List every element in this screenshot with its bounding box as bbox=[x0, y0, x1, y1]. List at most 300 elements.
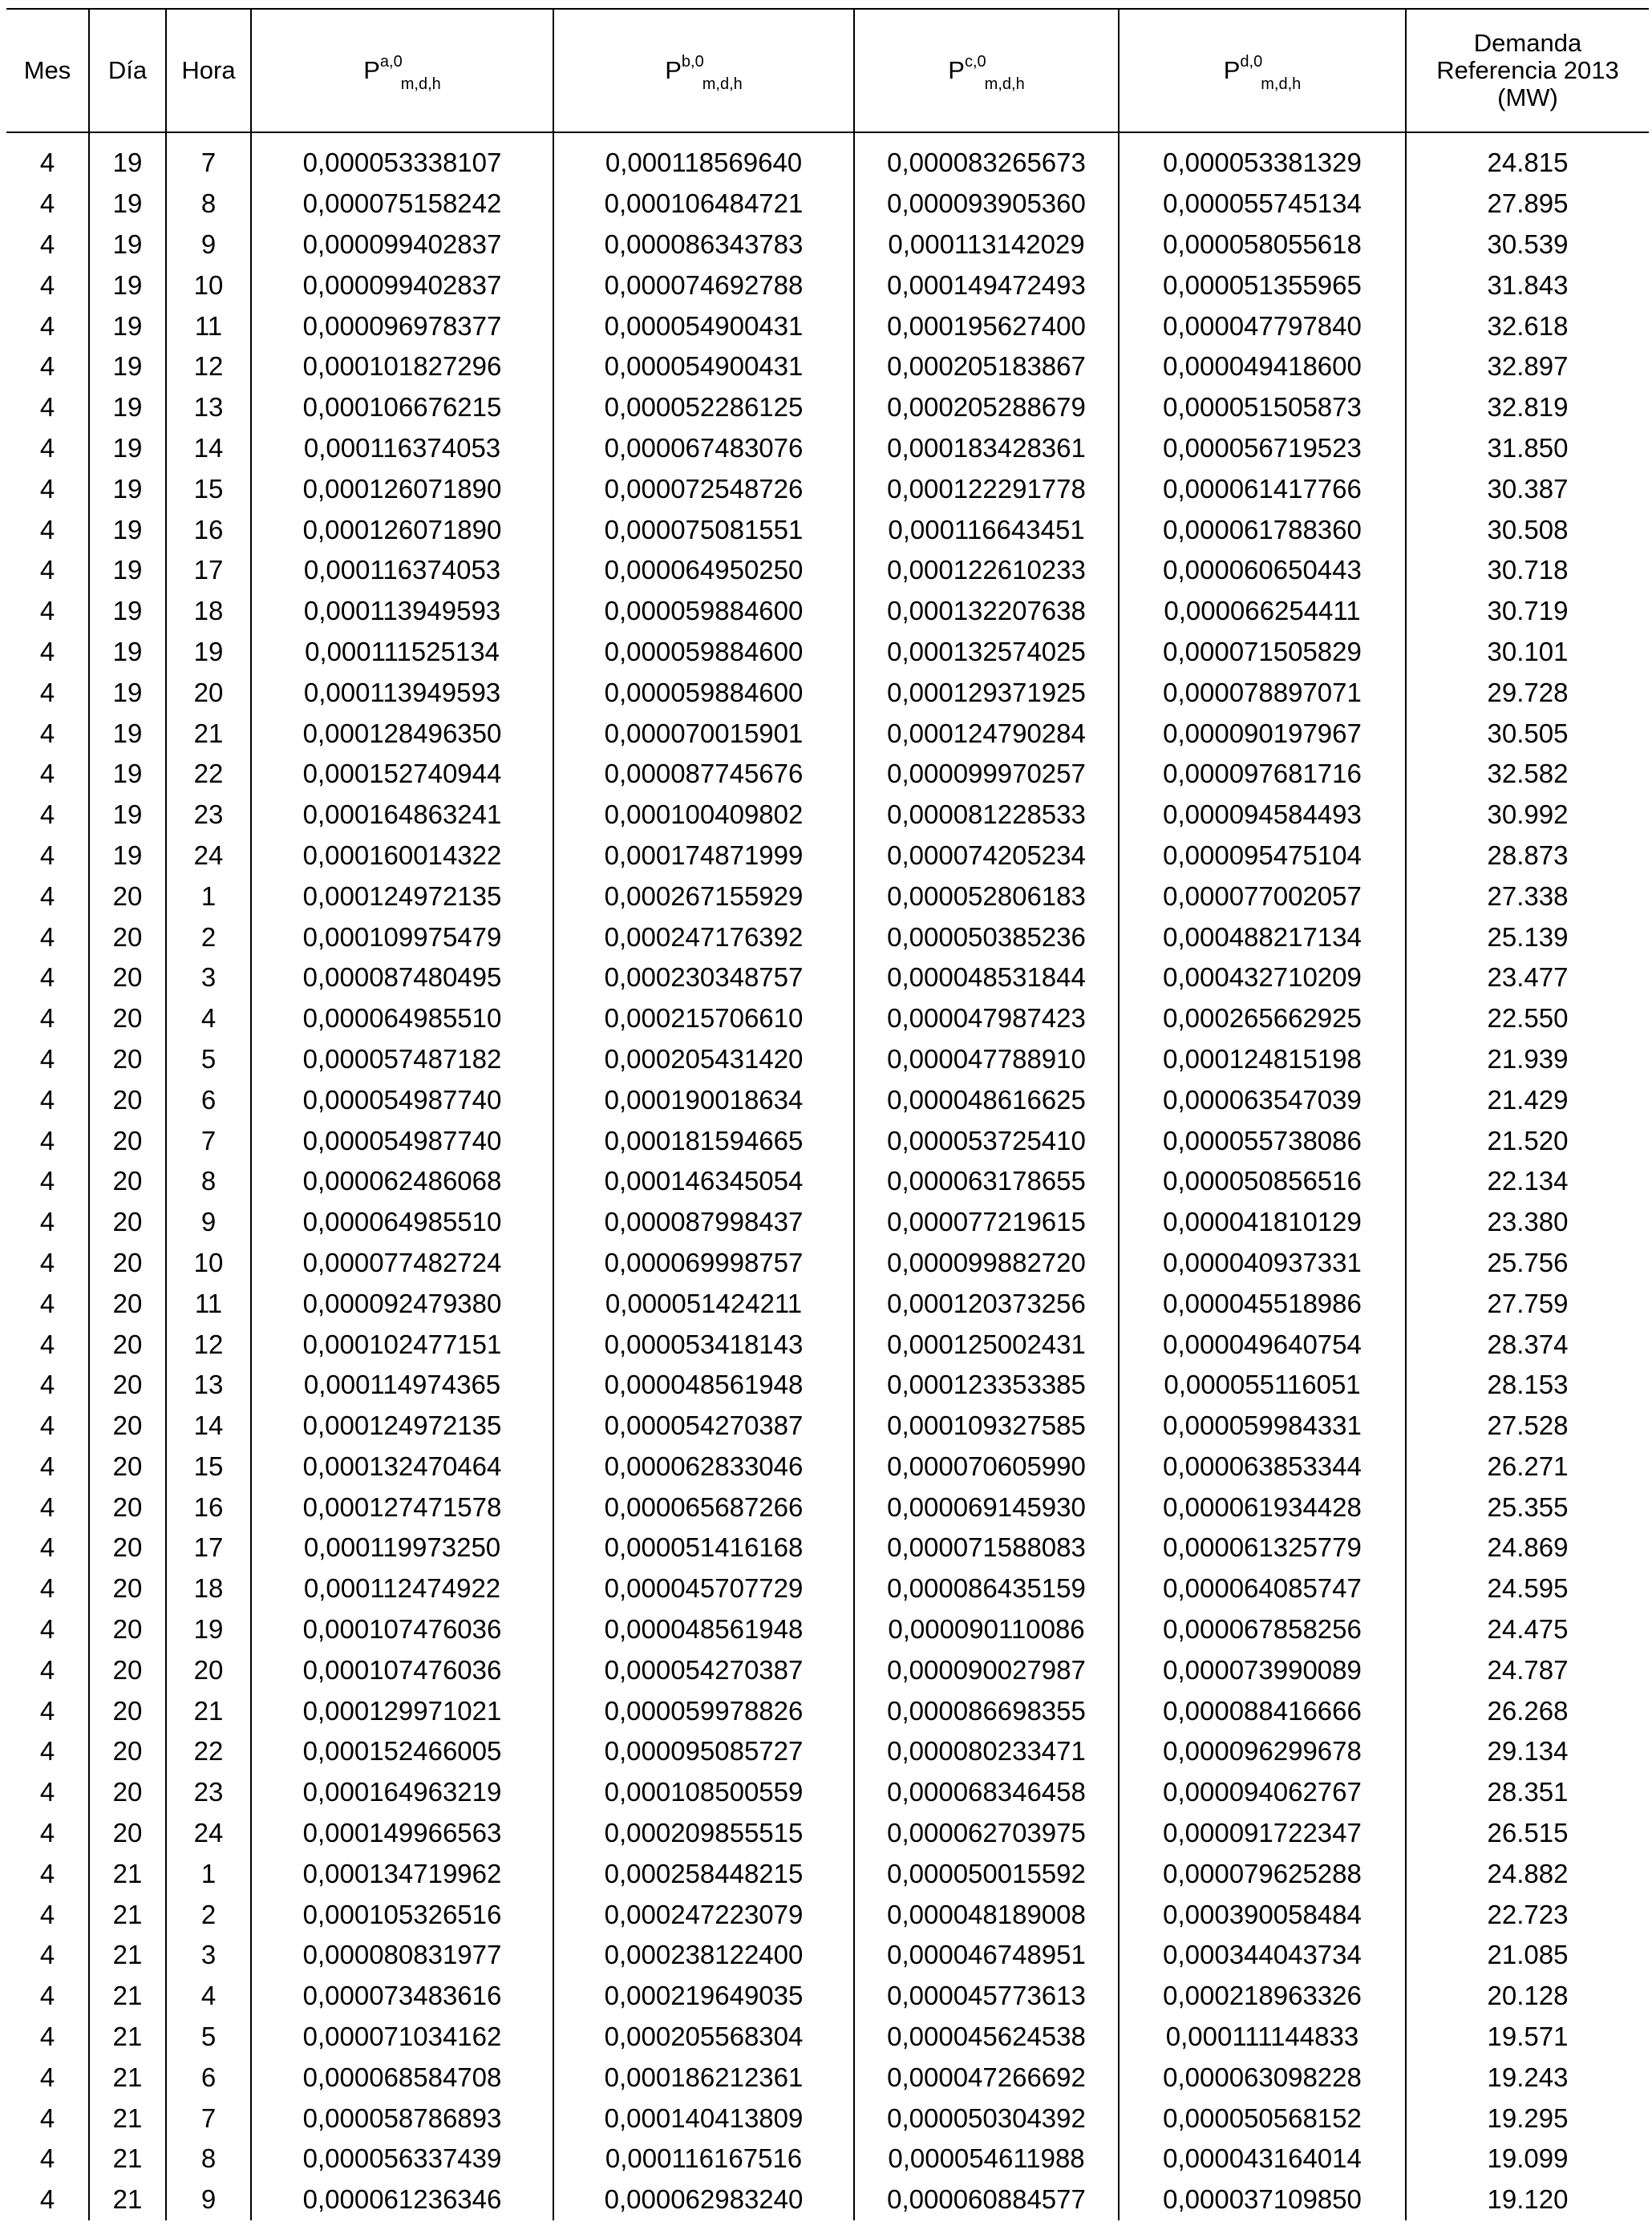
cell-mes: 4 bbox=[6, 1120, 89, 1161]
cell-hora: 2 bbox=[166, 917, 251, 957]
table-row bbox=[6, 2017, 1649, 2058]
cell-pa: 0,000064985510 bbox=[251, 1202, 553, 1243]
table-row bbox=[6, 957, 1649, 998]
cell-pb: 0,000086343783 bbox=[553, 225, 854, 265]
cell-demanda: 32.897 bbox=[1406, 346, 1649, 387]
table-row bbox=[6, 754, 1649, 795]
cell-demanda: 19.295 bbox=[1406, 2098, 1649, 2139]
cell-hora: 8 bbox=[166, 2139, 251, 2179]
cell-pa: 0,000111525134 bbox=[251, 632, 553, 673]
cell-pb: 0,000059884600 bbox=[553, 672, 854, 713]
cell-pa: 0,000109975479 bbox=[251, 917, 553, 957]
cell-pc: 0,000068346458 bbox=[854, 1772, 1119, 1813]
cell-dia: 20 bbox=[89, 1079, 166, 1120]
cell-dia: 19 bbox=[89, 509, 166, 550]
cell-pc: 0,000062703975 bbox=[854, 1813, 1119, 1854]
cell-pc: 0,000086435159 bbox=[854, 1568, 1119, 1609]
cell-pd: 0,000067858256 bbox=[1119, 1609, 1406, 1650]
cell-mes: 4 bbox=[6, 1976, 89, 2017]
cell-pd: 0,000061325779 bbox=[1119, 1528, 1406, 1568]
cell-mes: 4 bbox=[6, 1731, 89, 1772]
cell-pd: 0,000050568152 bbox=[1119, 2098, 1406, 2139]
cell-pd: 0,000090197967 bbox=[1119, 713, 1406, 754]
cell-demanda: 24.815 bbox=[1406, 132, 1649, 184]
cell-pd: 0,000078897071 bbox=[1119, 672, 1406, 713]
cell-demanda: 22.134 bbox=[1406, 1161, 1649, 1202]
cell-pb: 0,000118569640 bbox=[553, 132, 854, 184]
table-row bbox=[6, 917, 1649, 957]
table-row bbox=[6, 836, 1649, 876]
cell-hora: 7 bbox=[166, 132, 251, 184]
table-row bbox=[6, 306, 1649, 346]
cell-dia: 19 bbox=[89, 754, 166, 795]
cell-mes: 4 bbox=[6, 1690, 89, 1731]
cell-hora: 6 bbox=[166, 2057, 251, 2098]
cell-hora: 21 bbox=[166, 1690, 251, 1731]
table-row bbox=[6, 1079, 1649, 1120]
cell-pc: 0,000113142029 bbox=[854, 225, 1119, 265]
table-header-row bbox=[6, 9, 1649, 132]
cell-pd: 0,000094062767 bbox=[1119, 1772, 1406, 1813]
cell-pb: 0,000059978826 bbox=[553, 1690, 854, 1731]
cell-dia: 21 bbox=[89, 1976, 166, 2017]
cell-demanda: 24.595 bbox=[1406, 1568, 1649, 1609]
table-row bbox=[6, 632, 1649, 673]
cell-demanda: 24.869 bbox=[1406, 1528, 1649, 1568]
cell-pb: 0,000087998437 bbox=[553, 1202, 854, 1243]
cell-demanda: 19.099 bbox=[1406, 2139, 1649, 2179]
cell-mes: 4 bbox=[6, 1283, 89, 1324]
cell-pa: 0,000077482724 bbox=[251, 1243, 553, 1284]
cell-pd: 0,000063098228 bbox=[1119, 2057, 1406, 2098]
cell-pa: 0,000164863241 bbox=[251, 795, 553, 836]
cell-pc: 0,000050304392 bbox=[854, 2098, 1119, 2139]
cell-pc: 0,000122610233 bbox=[854, 550, 1119, 591]
cell-mes: 4 bbox=[6, 225, 89, 265]
cell-pa: 0,000061236346 bbox=[251, 2179, 553, 2220]
cell-dia: 21 bbox=[89, 2098, 166, 2139]
cell-dia: 21 bbox=[89, 2017, 166, 2058]
cell-dia: 20 bbox=[89, 1243, 166, 1284]
cell-pd: 0,000045518986 bbox=[1119, 1283, 1406, 1324]
cell-mes: 4 bbox=[6, 1161, 89, 1202]
table-row bbox=[6, 132, 1649, 184]
cell-pb: 0,000230348757 bbox=[553, 957, 854, 998]
cell-pa: 0,000113949593 bbox=[251, 591, 553, 632]
table-row bbox=[6, 591, 1649, 632]
col-header-pa: P$^{a,0}_{m,d,h}$ bbox=[251, 9, 553, 132]
cell-pa: 0,000092479380 bbox=[251, 1283, 553, 1324]
cell-dia: 19 bbox=[89, 468, 166, 509]
cell-pa: 0,000160014322 bbox=[251, 836, 553, 876]
cell-demanda: 21.085 bbox=[1406, 1935, 1649, 1976]
cell-hora: 6 bbox=[166, 1079, 251, 1120]
table-row bbox=[6, 1649, 1649, 1690]
table-row bbox=[6, 2139, 1649, 2179]
cell-hora: 21 bbox=[166, 713, 251, 754]
cell-pb: 0,000186212361 bbox=[553, 2057, 854, 2098]
cell-dia: 20 bbox=[89, 1813, 166, 1854]
cell-pa: 0,000099402837 bbox=[251, 225, 553, 265]
cell-pa: 0,000056337439 bbox=[251, 2139, 553, 2179]
cell-mes: 4 bbox=[6, 1365, 89, 1406]
cell-dia: 21 bbox=[89, 2057, 166, 2098]
cell-pc: 0,000050385236 bbox=[854, 917, 1119, 957]
cell-demanda: 22.550 bbox=[1406, 998, 1649, 1039]
cell-pc: 0,000045624538 bbox=[854, 2017, 1119, 2058]
cell-pc: 0,000149472493 bbox=[854, 265, 1119, 306]
cell-pb: 0,000048561948 bbox=[553, 1609, 854, 1650]
cell-hora: 24 bbox=[166, 836, 251, 876]
table-row bbox=[6, 550, 1649, 591]
cell-dia: 19 bbox=[89, 428, 166, 469]
table-row bbox=[6, 876, 1649, 917]
cell-demanda: 29.134 bbox=[1406, 1731, 1649, 1772]
cell-hora: 4 bbox=[166, 998, 251, 1039]
cell-pb: 0,000100409802 bbox=[553, 795, 854, 836]
cell-pa: 0,000064985510 bbox=[251, 998, 553, 1039]
cell-pc: 0,000120373256 bbox=[854, 1283, 1119, 1324]
cell-pc: 0,000081228533 bbox=[854, 795, 1119, 836]
cell-pc: 0,000129371925 bbox=[854, 672, 1119, 713]
table-row bbox=[6, 795, 1649, 836]
cell-pc: 0,000052806183 bbox=[854, 876, 1119, 917]
cell-hora: 5 bbox=[166, 2017, 251, 2058]
cell-hora: 22 bbox=[166, 754, 251, 795]
cell-hora: 7 bbox=[166, 2098, 251, 2139]
table-row bbox=[6, 672, 1649, 713]
cell-pd: 0,000055745134 bbox=[1119, 184, 1406, 225]
cell-hora: 15 bbox=[166, 468, 251, 509]
cell-hora: 16 bbox=[166, 509, 251, 550]
cell-mes: 4 bbox=[6, 184, 89, 225]
cell-demanda: 31.850 bbox=[1406, 428, 1649, 469]
cell-demanda: 21.520 bbox=[1406, 1120, 1649, 1161]
cell-pc: 0,000048616625 bbox=[854, 1079, 1119, 1120]
table-row bbox=[6, 1528, 1649, 1568]
table-row bbox=[6, 265, 1649, 306]
cell-pa: 0,000124972135 bbox=[251, 1406, 553, 1447]
cell-pd: 0,000097681716 bbox=[1119, 754, 1406, 795]
cell-hora: 14 bbox=[166, 1406, 251, 1447]
cell-pa: 0,000053338107 bbox=[251, 132, 553, 184]
table-row bbox=[6, 346, 1649, 387]
cell-dia: 20 bbox=[89, 1365, 166, 1406]
table-row bbox=[6, 1365, 1649, 1406]
table-row bbox=[6, 2098, 1649, 2139]
cell-dia: 20 bbox=[89, 1772, 166, 1813]
cell-pd: 0,000037109850 bbox=[1119, 2179, 1406, 2220]
cell-pa: 0,000105326516 bbox=[251, 1894, 553, 1935]
cell-pd: 0,000077002057 bbox=[1119, 876, 1406, 917]
cell-dia: 21 bbox=[89, 1935, 166, 1976]
cell-dia: 20 bbox=[89, 1120, 166, 1161]
cell-dia: 20 bbox=[89, 1202, 166, 1243]
cell-pc: 0,000205183867 bbox=[854, 346, 1119, 387]
cell-demanda: 26.515 bbox=[1406, 1813, 1649, 1854]
cell-mes: 4 bbox=[6, 1324, 89, 1365]
cell-pa: 0,000129971021 bbox=[251, 1690, 553, 1731]
cell-pc: 0,000047987423 bbox=[854, 998, 1119, 1039]
cell-pc: 0,000046748951 bbox=[854, 1935, 1119, 1976]
cell-hora: 2 bbox=[166, 1894, 251, 1935]
cell-pa: 0,000075158242 bbox=[251, 184, 553, 225]
cell-hora: 18 bbox=[166, 591, 251, 632]
table-row bbox=[6, 1813, 1649, 1854]
cell-dia: 19 bbox=[89, 132, 166, 184]
cell-hora: 18 bbox=[166, 1568, 251, 1609]
cell-mes: 4 bbox=[6, 1447, 89, 1487]
cell-pc: 0,000124790284 bbox=[854, 713, 1119, 754]
cell-mes: 4 bbox=[6, 998, 89, 1039]
cell-demanda: 19.243 bbox=[1406, 2057, 1649, 2098]
cell-pc: 0,000132574025 bbox=[854, 632, 1119, 673]
cell-mes: 4 bbox=[6, 1894, 89, 1935]
cell-pd: 0,000091722347 bbox=[1119, 1813, 1406, 1854]
cell-dia: 19 bbox=[89, 591, 166, 632]
cell-mes: 4 bbox=[6, 1772, 89, 1813]
cell-pb: 0,000108500559 bbox=[553, 1772, 854, 1813]
cell-mes: 4 bbox=[6, 387, 89, 428]
cell-pc: 0,000116643451 bbox=[854, 509, 1119, 550]
cell-dia: 19 bbox=[89, 387, 166, 428]
cell-demanda: 20.128 bbox=[1406, 1976, 1649, 2017]
cell-mes: 4 bbox=[6, 265, 89, 306]
cell-pb: 0,000072548726 bbox=[553, 468, 854, 509]
cell-mes: 4 bbox=[6, 2098, 89, 2139]
cell-mes: 4 bbox=[6, 957, 89, 998]
cell-pc: 0,000074205234 bbox=[854, 836, 1119, 876]
cell-pd: 0,000095475104 bbox=[1119, 836, 1406, 876]
cell-pb: 0,000054900431 bbox=[553, 306, 854, 346]
cell-demanda: 28.351 bbox=[1406, 1772, 1649, 1813]
table-row bbox=[6, 2057, 1649, 2098]
cell-dia: 19 bbox=[89, 836, 166, 876]
cell-pb: 0,000054270387 bbox=[553, 1406, 854, 1447]
table-row bbox=[6, 1283, 1649, 1324]
cell-demanda: 26.271 bbox=[1406, 1447, 1649, 1487]
cell-mes: 4 bbox=[6, 754, 89, 795]
cell-pa: 0,000087480495 bbox=[251, 957, 553, 998]
cell-pb: 0,000054270387 bbox=[553, 1649, 854, 1690]
cell-dia: 21 bbox=[89, 1853, 166, 1894]
cell-pd: 0,000071505829 bbox=[1119, 632, 1406, 673]
cell-dia: 20 bbox=[89, 1406, 166, 1447]
cell-pc: 0,000122291778 bbox=[854, 468, 1119, 509]
cell-demanda: 29.728 bbox=[1406, 672, 1649, 713]
cell-dia: 20 bbox=[89, 1731, 166, 1772]
cell-mes: 4 bbox=[6, 1079, 89, 1120]
cell-pd: 0,000058055618 bbox=[1119, 225, 1406, 265]
cell-demanda: 21.429 bbox=[1406, 1079, 1649, 1120]
cell-mes: 4 bbox=[6, 2017, 89, 2058]
cell-pb: 0,000062833046 bbox=[553, 1447, 854, 1487]
cell-dia: 20 bbox=[89, 1609, 166, 1650]
cell-hora: 19 bbox=[166, 632, 251, 673]
cell-mes: 4 bbox=[6, 306, 89, 346]
cell-dia: 19 bbox=[89, 795, 166, 836]
cell-demanda: 30.508 bbox=[1406, 509, 1649, 550]
cell-pa: 0,000164963219 bbox=[251, 1772, 553, 1813]
cell-hora: 22 bbox=[166, 1731, 251, 1772]
cell-pb: 0,000070015901 bbox=[553, 713, 854, 754]
cell-mes: 4 bbox=[6, 2179, 89, 2220]
cell-pa: 0,000054987740 bbox=[251, 1079, 553, 1120]
cell-pd: 0,000040937331 bbox=[1119, 1243, 1406, 1284]
cell-hora: 11 bbox=[166, 306, 251, 346]
cell-demanda: 28.374 bbox=[1406, 1324, 1649, 1365]
data-table bbox=[6, 8, 1649, 2220]
cell-hora: 9 bbox=[166, 1202, 251, 1243]
cell-demanda: 30.387 bbox=[1406, 468, 1649, 509]
cell-pd: 0,000043164014 bbox=[1119, 2139, 1406, 2179]
cell-mes: 4 bbox=[6, 1853, 89, 1894]
cell-hora: 16 bbox=[166, 1487, 251, 1528]
cell-pa: 0,000134719962 bbox=[251, 1853, 553, 1894]
col-header-pb: P$^{b,0}_{m,d,h}$ bbox=[553, 9, 854, 132]
cell-hora: 4 bbox=[166, 1976, 251, 2017]
cell-pd: 0,000096299678 bbox=[1119, 1731, 1406, 1772]
cell-demanda: 30.718 bbox=[1406, 550, 1649, 591]
cell-pc: 0,000071588083 bbox=[854, 1528, 1119, 1568]
cell-pb: 0,000205568304 bbox=[553, 2017, 854, 2058]
table-row bbox=[6, 1894, 1649, 1935]
cell-pb: 0,000095085727 bbox=[553, 1731, 854, 1772]
cell-demanda: 22.723 bbox=[1406, 1894, 1649, 1935]
cell-pc: 0,000099882720 bbox=[854, 1243, 1119, 1284]
cell-pd: 0,000061788360 bbox=[1119, 509, 1406, 550]
cell-pd: 0,000063853344 bbox=[1119, 1447, 1406, 1487]
cell-dia: 19 bbox=[89, 265, 166, 306]
cell-pb: 0,000267155929 bbox=[553, 876, 854, 917]
cell-pd: 0,000064085747 bbox=[1119, 1568, 1406, 1609]
table-row bbox=[6, 1120, 1649, 1161]
cell-dia: 20 bbox=[89, 1528, 166, 1568]
cell-pa: 0,000099402837 bbox=[251, 265, 553, 306]
cell-pa: 0,000152466005 bbox=[251, 1731, 553, 1772]
cell-hora: 13 bbox=[166, 387, 251, 428]
cell-pd: 0,000073990089 bbox=[1119, 1649, 1406, 1690]
cell-pd: 0,000049418600 bbox=[1119, 346, 1406, 387]
cell-demanda: 32.582 bbox=[1406, 754, 1649, 795]
cell-mes: 4 bbox=[6, 836, 89, 876]
cell-pa: 0,000127471578 bbox=[251, 1487, 553, 1528]
cell-demanda: 23.477 bbox=[1406, 957, 1649, 998]
cell-pd: 0,000047797840 bbox=[1119, 306, 1406, 346]
cell-pd: 0,000344043734 bbox=[1119, 1935, 1406, 1976]
cell-pa: 0,000126071890 bbox=[251, 468, 553, 509]
cell-pb: 0,000116167516 bbox=[553, 2139, 854, 2179]
cell-hora: 23 bbox=[166, 1772, 251, 1813]
cell-hora: 9 bbox=[166, 2179, 251, 2220]
cell-pb: 0,000051424211 bbox=[553, 1283, 854, 1324]
cell-hora: 8 bbox=[166, 184, 251, 225]
cell-pb: 0,000247223079 bbox=[553, 1894, 854, 1935]
cell-mes: 4 bbox=[6, 428, 89, 469]
col-header-dia: Día bbox=[89, 9, 166, 132]
cell-demanda: 27.528 bbox=[1406, 1406, 1649, 1447]
cell-pa: 0,000119973250 bbox=[251, 1528, 553, 1568]
cell-pc: 0,000077219615 bbox=[854, 1202, 1119, 1243]
cell-dia: 20 bbox=[89, 1568, 166, 1609]
cell-pa: 0,000107476036 bbox=[251, 1649, 553, 1690]
col-header-pc: P$^{c,0}_{m,d,h}$ bbox=[854, 9, 1119, 132]
cell-pa: 0,000132470464 bbox=[251, 1447, 553, 1487]
cell-pb: 0,000074692788 bbox=[553, 265, 854, 306]
table-row bbox=[6, 468, 1649, 509]
cell-demanda: 24.787 bbox=[1406, 1649, 1649, 1690]
cell-mes: 4 bbox=[6, 1649, 89, 1690]
cell-hora: 9 bbox=[166, 225, 251, 265]
cell-hora: 20 bbox=[166, 1649, 251, 1690]
table-row bbox=[6, 1731, 1649, 1772]
cell-pb: 0,000052286125 bbox=[553, 387, 854, 428]
table-row bbox=[6, 225, 1649, 265]
table-row bbox=[6, 184, 1649, 225]
cell-demanda: 30.719 bbox=[1406, 591, 1649, 632]
cell-pc: 0,000093905360 bbox=[854, 184, 1119, 225]
cell-hora: 19 bbox=[166, 1609, 251, 1650]
cell-pa: 0,000114974365 bbox=[251, 1365, 553, 1406]
cell-pb: 0,000146345054 bbox=[553, 1161, 854, 1202]
cell-pa: 0,000057487182 bbox=[251, 1039, 553, 1080]
cell-pa: 0,000112474922 bbox=[251, 1568, 553, 1609]
cell-mes: 4 bbox=[6, 1243, 89, 1284]
cell-demanda: 24.882 bbox=[1406, 1853, 1649, 1894]
cell-dia: 19 bbox=[89, 632, 166, 673]
cell-pc: 0,000047266692 bbox=[854, 2057, 1119, 2098]
cell-pb: 0,000219649035 bbox=[553, 1976, 854, 2017]
cell-mes: 4 bbox=[6, 1813, 89, 1854]
cell-hora: 11 bbox=[166, 1283, 251, 1324]
cell-pc: 0,000086698355 bbox=[854, 1690, 1119, 1731]
cell-pd: 0,000218963326 bbox=[1119, 1976, 1406, 2017]
cell-pc: 0,000045773613 bbox=[854, 1976, 1119, 2017]
cell-dia: 19 bbox=[89, 306, 166, 346]
cell-mes: 4 bbox=[6, 468, 89, 509]
cell-pd: 0,000049640754 bbox=[1119, 1324, 1406, 1365]
cell-pa: 0,000116374053 bbox=[251, 428, 553, 469]
cell-mes: 4 bbox=[6, 917, 89, 957]
cell-pa: 0,000080831977 bbox=[251, 1935, 553, 1976]
cell-pa: 0,000128496350 bbox=[251, 713, 553, 754]
cell-demanda: 30.539 bbox=[1406, 225, 1649, 265]
table-row bbox=[6, 1447, 1649, 1487]
cell-dia: 20 bbox=[89, 1039, 166, 1080]
cell-pb: 0,000067483076 bbox=[553, 428, 854, 469]
cell-mes: 4 bbox=[6, 1935, 89, 1976]
cell-hora: 8 bbox=[166, 1161, 251, 1202]
table-row bbox=[6, 1976, 1649, 2017]
cell-pc: 0,000047788910 bbox=[854, 1039, 1119, 1080]
cell-pb: 0,000140413809 bbox=[553, 2098, 854, 2139]
cell-pa: 0,000152740944 bbox=[251, 754, 553, 795]
cell-pb: 0,000059884600 bbox=[553, 632, 854, 673]
cell-demanda: 31.843 bbox=[1406, 265, 1649, 306]
cell-dia: 19 bbox=[89, 346, 166, 387]
cell-hora: 24 bbox=[166, 1813, 251, 1854]
cell-demanda: 24.475 bbox=[1406, 1609, 1649, 1650]
cell-pd: 0,000432710209 bbox=[1119, 957, 1406, 998]
cell-pb: 0,000051416168 bbox=[553, 1528, 854, 1568]
cell-pa: 0,000113949593 bbox=[251, 672, 553, 713]
cell-pb: 0,000238122400 bbox=[553, 1935, 854, 1976]
cell-pd: 0,000059984331 bbox=[1119, 1406, 1406, 1447]
cell-hora: 17 bbox=[166, 1528, 251, 1568]
cell-pd: 0,000079625288 bbox=[1119, 1853, 1406, 1894]
cell-mes: 4 bbox=[6, 2139, 89, 2179]
cell-pd: 0,000053381329 bbox=[1119, 132, 1406, 184]
